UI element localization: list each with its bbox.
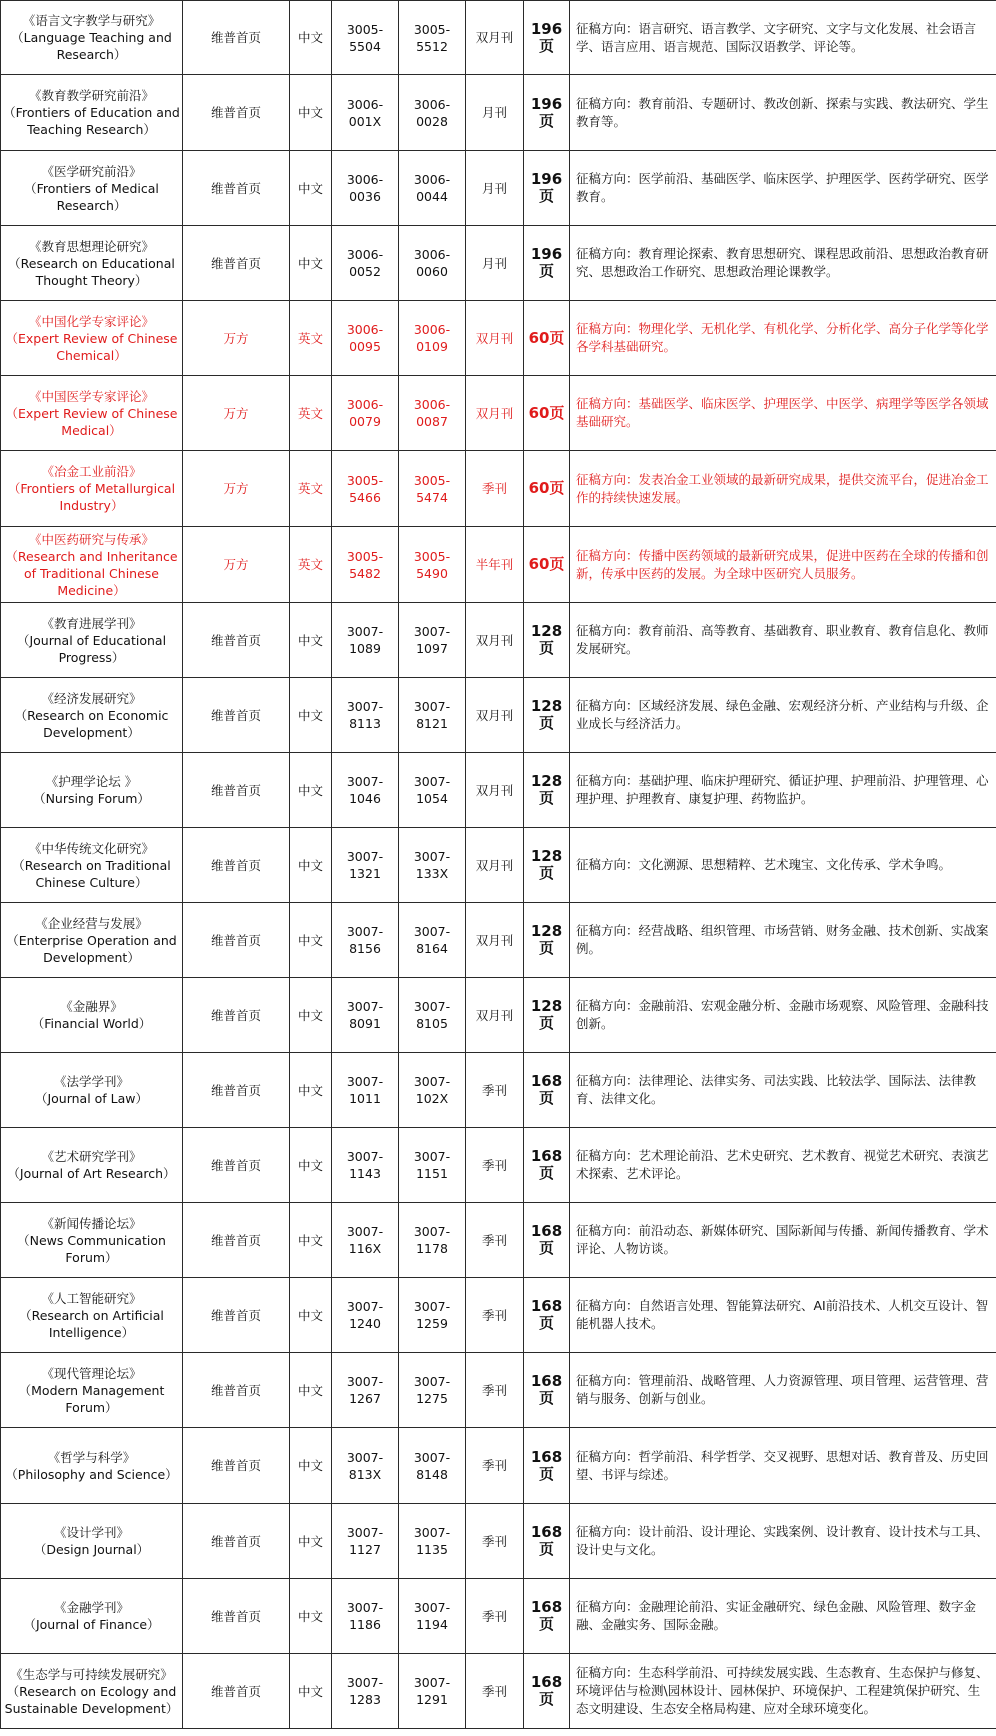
language-cell: 中文 [290, 828, 332, 903]
pages-cell: 60页 [524, 527, 570, 603]
issn-cell: 3006-0079 [332, 376, 399, 451]
issn-cell: 3007-1046 [332, 753, 399, 828]
journal-english-title: （News Communication Forum） [17, 1232, 166, 1265]
database-cell: 维普首页 [183, 1203, 290, 1278]
frequency-cell: 季刊 [466, 1278, 524, 1353]
cn-cell: 3005-5474 [399, 451, 466, 527]
journal-name-cell [1, 151, 183, 226]
issn-cell: 3007-1267 [332, 1353, 399, 1428]
frequency-cell: 双月刊 [466, 978, 524, 1053]
journal-english-title: （Philosophy and Science） [5, 1466, 178, 1482]
journal-name-cell [1, 828, 183, 903]
issn-cell: 3007-1127 [332, 1504, 399, 1579]
frequency-cell: 双月刊 [466, 301, 524, 376]
journal-english-title: （Enterprise Operation and Development） [6, 932, 177, 965]
database-cell: 维普首页 [183, 753, 290, 828]
journal-title: 《哲学与科学》 [47, 1449, 136, 1465]
cn-cell: 3005-5490 [399, 527, 466, 603]
pages-cell: 168页 [524, 1203, 570, 1278]
journal-name-cell [1, 1, 183, 75]
table-row [1, 451, 996, 527]
frequency-cell: 季刊 [466, 1504, 524, 1579]
journal-name-cell [1, 1203, 183, 1278]
language-cell: 中文 [290, 1053, 332, 1128]
database-cell: 维普首页 [183, 1579, 290, 1654]
pages-cell: 128页 [524, 978, 570, 1053]
pages-cell: 196页 [524, 151, 570, 226]
language-cell: 中文 [290, 678, 332, 753]
pages-cell: 128页 [524, 828, 570, 903]
journal-english-title: （Expert Review of Chinese Medical） [5, 405, 178, 438]
journal-title: 《艺术研究学刊》 [41, 1149, 142, 1164]
journal-title: 《中华传统文化研究》 [28, 840, 154, 856]
language-cell: 中文 [290, 1504, 332, 1579]
journal-name-cell [1, 1353, 183, 1428]
journal-title: 《护理学论坛 》 [45, 774, 138, 789]
cn-cell: 3007-8164 [399, 903, 466, 978]
submission-scope-cell: 征稿方向：经营战略、组织管理、市场营销、财务金融、技术创新、实战案例。 [570, 903, 996, 978]
journal-title: 《人工智能研究》 [41, 1290, 142, 1306]
pages-cell: 60页 [524, 301, 570, 376]
submission-scope-cell: 征稿方向：文化溯源、思想精粹、艺术瑰宝、文化传承、学术争鸣。 [570, 828, 996, 903]
pages-cell: 196页 [524, 1, 570, 75]
journal-title: 《医学研究前沿》 [41, 163, 142, 179]
issn-cell: 3006-0052 [332, 226, 399, 301]
journal-name-cell [1, 527, 183, 603]
pages-cell: 168页 [524, 1654, 570, 1729]
language-cell: 中文 [290, 903, 332, 978]
database-cell: 维普首页 [183, 1428, 290, 1504]
journal-title: 《中医药研究与传承》 [28, 531, 154, 547]
language-cell: 中文 [290, 1278, 332, 1353]
issn-cell: 3007-1321 [332, 828, 399, 903]
table-row [1, 527, 996, 603]
table-row [1, 1128, 996, 1203]
journal-english-title: （Frontiers of Medical Research） [24, 180, 159, 213]
journal-title: 《冶金工业前沿》 [41, 464, 142, 479]
table-row [1, 376, 996, 451]
cn-cell: 3007-1054 [399, 753, 466, 828]
journal-english-title: （Journal of Educational Progress） [16, 632, 167, 665]
pages-cell: 60页 [524, 451, 570, 527]
database-cell: 维普首页 [183, 603, 290, 678]
pages-cell: 168页 [524, 1128, 570, 1203]
language-cell: 英文 [290, 451, 332, 527]
cn-cell: 3007-1151 [399, 1128, 466, 1203]
journal-name-cell [1, 603, 183, 678]
journal-english-title: （Research on Artificial Intelligence） [19, 1307, 164, 1340]
table-row [1, 301, 996, 376]
submission-scope-cell: 征稿方向：艺术理论前沿、艺术史研究、艺术教育、视觉艺术研究、表演艺术探索、艺术评论。 [570, 1128, 996, 1203]
issn-cell: 3006-0036 [332, 151, 399, 226]
cn-cell: 3006-0028 [399, 75, 466, 151]
journal-title: 《中国医学专家评论》 [28, 388, 154, 404]
issn-cell: 3005-5466 [332, 451, 399, 527]
submission-scope-cell: 征稿方向：金融理论前沿、实证金融研究、绿色金融、风险管理、数字金融、金融实务、国际金融。 [570, 1579, 996, 1654]
table-row [1, 75, 996, 151]
table-row [1, 1654, 996, 1729]
frequency-cell: 双月刊 [466, 603, 524, 678]
pages-cell: 168页 [524, 1504, 570, 1579]
journal-name-cell [1, 1504, 183, 1579]
issn-cell: 3005-5482 [332, 527, 399, 603]
cn-cell: 3006-0109 [399, 301, 466, 376]
pages-cell: 168页 [524, 1579, 570, 1654]
journal-name-cell [1, 678, 183, 753]
submission-scope-cell: 征稿方向：传播中医药领域的最新研究成果，促进中医药在全球的传播和创新，传承中医药的发展。为全球中医研究人员服务。 [570, 527, 996, 603]
database-cell: 维普首页 [183, 1, 290, 75]
table-row [1, 903, 996, 978]
journal-title: 《金融学刊》 [53, 1600, 129, 1615]
cn-cell: 3007-1259 [399, 1278, 466, 1353]
submission-scope-cell: 征稿方向：法律理论、法律实务、司法实践、比较法学、国际法、法律教育、法律文化。 [570, 1053, 996, 1128]
table-row [1, 753, 996, 828]
cn-cell: 3007-1097 [399, 603, 466, 678]
language-cell: 中文 [290, 1128, 332, 1203]
database-cell: 维普首页 [183, 226, 290, 301]
pages-cell: 168页 [524, 1278, 570, 1353]
submission-scope-cell: 征稿方向：管理前沿、战略管理、人力资源管理、项目管理、运营管理、营销与服务、创新与创业。 [570, 1353, 996, 1428]
journal-name-cell [1, 1053, 183, 1128]
journal-title: 《现代管理论坛》 [41, 1365, 142, 1381]
journal-english-title: （Expert Review of Chinese Chemical） [5, 330, 178, 363]
database-cell: 维普首页 [183, 828, 290, 903]
table-row [1, 1053, 996, 1128]
journal-table-body [1, 1, 996, 1729]
frequency-cell: 双月刊 [466, 753, 524, 828]
pages-cell: 168页 [524, 1428, 570, 1504]
table-row [1, 678, 996, 753]
language-cell: 中文 [290, 1579, 332, 1654]
table-row [1, 1203, 996, 1278]
frequency-cell: 季刊 [466, 451, 524, 527]
cn-cell: 3006-0044 [399, 151, 466, 226]
journal-english-title: （Research on Ecology and Sustainable Development） [4, 1683, 179, 1716]
cn-cell: 3007-1275 [399, 1353, 466, 1428]
database-cell: 万方 [183, 376, 290, 451]
submission-scope-cell: 征稿方向：设计前沿、设计理论、实践案例、设计教育、设计技术与工具、设计史与文化。 [570, 1504, 996, 1579]
issn-cell: 3007-1186 [332, 1579, 399, 1654]
issn-cell: 3007-1283 [332, 1654, 399, 1729]
language-cell: 英文 [290, 527, 332, 603]
frequency-cell: 季刊 [466, 1053, 524, 1128]
frequency-cell: 季刊 [466, 1428, 524, 1504]
journal-title: 《教育思想理论研究》 [28, 238, 154, 254]
journal-title: 《新闻传播论坛》 [41, 1215, 142, 1231]
journal-english-title: （Research on Economic Development） [14, 707, 169, 740]
submission-scope-cell: 征稿方向：基础医学、临床医学、护理医学、中医学、病理学等医学各领域基础研究。 [570, 376, 996, 451]
database-cell: 维普首页 [183, 1654, 290, 1729]
table-row [1, 151, 996, 226]
language-cell: 中文 [290, 753, 332, 828]
frequency-cell: 月刊 [466, 75, 524, 151]
submission-scope-cell: 征稿方向：生态科学前沿、可持续发展实践、生态教育、生态保护与修复、环境评估与检测\园林设计、园林保护、环境保护、工程建筑保护研究、生态文明建设、生态安全格局构建、应对全球环境变化。 [570, 1654, 996, 1729]
journal-english-title: （Language Teaching and Research） [11, 30, 172, 62]
journal-title: 《中国化学专家评论》 [28, 313, 154, 329]
language-cell: 中文 [290, 1428, 332, 1504]
journal-title: 《教育进展学刊》 [41, 615, 142, 631]
table-row [1, 1579, 996, 1654]
language-cell: 中文 [290, 1203, 332, 1278]
issn-cell: 3007-8156 [332, 903, 399, 978]
journal-name-cell [1, 1428, 183, 1504]
cn-cell: 3007-133X [399, 828, 466, 903]
journal-name-cell [1, 1278, 183, 1353]
journal-english-title: （Research on Educational Thought Theory） [8, 255, 175, 288]
issn-cell: 3007-1240 [332, 1278, 399, 1353]
pages-cell: 168页 [524, 1053, 570, 1128]
frequency-cell: 双月刊 [466, 828, 524, 903]
cn-cell: 3006-0087 [399, 376, 466, 451]
cn-cell: 3007-8121 [399, 678, 466, 753]
pages-cell: 196页 [524, 226, 570, 301]
frequency-cell: 半年刊 [466, 527, 524, 603]
submission-scope-cell: 征稿方向：教育前沿、专题研讨、教改创新、探索与实践、教法研究、学生教育等。 [570, 75, 996, 151]
journal-english-title: （Frontiers of Metallurgical Industry） [7, 481, 176, 513]
pages-cell: 168页 [524, 1353, 570, 1428]
journal-title: 《生态学与可持续发展研究》 [10, 1666, 173, 1682]
submission-scope-cell: 征稿方向：发表冶金工业领域的最新研究成果，提供交流平台，促进冶金工作的持续快速发展。 [570, 451, 996, 527]
frequency-cell: 双月刊 [466, 1, 524, 75]
frequency-cell: 季刊 [466, 1203, 524, 1278]
journal-name-cell [1, 451, 183, 527]
language-cell: 中文 [290, 226, 332, 301]
issn-cell: 3007-8091 [332, 978, 399, 1053]
database-cell: 维普首页 [183, 1353, 290, 1428]
table-row [1, 226, 996, 301]
journal-title: 《教育教学研究前沿》 [28, 88, 154, 103]
database-cell: 维普首页 [183, 678, 290, 753]
frequency-cell: 月刊 [466, 226, 524, 301]
journal-title: 《金融界》 [60, 999, 123, 1014]
submission-scope-cell: 征稿方向：教育前沿、高等教育、基础教育、职业教育、教育信息化、教师发展研究。 [570, 603, 996, 678]
journal-english-title: （Design Journal） [33, 1542, 150, 1557]
journal-english-title: （Research on Traditional Chinese Culture） [12, 857, 171, 890]
table-row [1, 978, 996, 1053]
submission-scope-cell: 征稿方向：区域经济发展、绿色金融、宏观经济分析、产业结构与升级、企业成长与经济活力。 [570, 678, 996, 753]
journal-name-cell [1, 753, 183, 828]
cn-cell: 3007-1135 [399, 1504, 466, 1579]
frequency-cell: 季刊 [466, 1128, 524, 1203]
language-cell: 中文 [290, 1654, 332, 1729]
table-row [1, 1428, 996, 1504]
journal-english-title: （Frontiers of Education and Teaching Research） [3, 105, 180, 137]
database-cell: 万方 [183, 451, 290, 527]
frequency-cell: 双月刊 [466, 903, 524, 978]
language-cell: 中文 [290, 151, 332, 226]
database-cell: 维普首页 [183, 1128, 290, 1203]
pages-cell: 128页 [524, 678, 570, 753]
journal-name-cell [1, 226, 183, 301]
issn-cell: 3007-813X [332, 1428, 399, 1504]
database-cell: 维普首页 [183, 75, 290, 151]
journal-english-title: （Journal of Finance） [23, 1617, 160, 1632]
language-cell: 中文 [290, 1, 332, 75]
issn-cell: 3007-1089 [332, 603, 399, 678]
journal-name-cell [1, 903, 183, 978]
journal-english-title: （Journal of Art Research） [7, 1166, 176, 1181]
cn-cell: 3007-1194 [399, 1579, 466, 1654]
journal-title: 《法学学刊》 [53, 1074, 129, 1089]
table-row [1, 603, 996, 678]
database-cell: 维普首页 [183, 1504, 290, 1579]
issn-cell: 3006-001X [332, 75, 399, 151]
journal-english-title: （Financial World） [31, 1016, 152, 1031]
cn-cell: 3007-102X [399, 1053, 466, 1128]
journal-english-title: （Journal of Law） [34, 1091, 149, 1106]
issn-cell: 3007-1011 [332, 1053, 399, 1128]
frequency-cell: 双月刊 [466, 678, 524, 753]
journal-english-title: （Modern Management Forum） [18, 1382, 165, 1415]
journal-name-cell [1, 1128, 183, 1203]
database-cell: 维普首页 [183, 978, 290, 1053]
submission-scope-cell: 征稿方向：语言研究、语言教学、文字研究、文字与文化发展、社会语言学、语言应用、语言规范、国际汉语教学、评论等。 [570, 1, 996, 75]
table-row [1, 1278, 996, 1353]
issn-cell: 3007-8113 [332, 678, 399, 753]
issn-cell: 3005-5504 [332, 1, 399, 75]
submission-scope-cell: 征稿方向：基础护理、临床护理研究、循证护理、护理前沿、护理管理、心理护理、护理教育、康复护理、药物监护。 [570, 753, 996, 828]
database-cell: 维普首页 [183, 903, 290, 978]
language-cell: 英文 [290, 376, 332, 451]
frequency-cell: 季刊 [466, 1654, 524, 1729]
language-cell: 中文 [290, 603, 332, 678]
language-cell: 中文 [290, 75, 332, 151]
frequency-cell: 月刊 [466, 151, 524, 226]
table-row [1, 1, 996, 75]
pages-cell: 60页 [524, 376, 570, 451]
journal-title: 《语言文字教学与研究》 [22, 13, 161, 28]
submission-scope-cell: 征稿方向：医学前沿、基础医学、临床医学、护理医学、医药学研究、医学教育。 [570, 151, 996, 226]
pages-cell: 196页 [524, 75, 570, 151]
journal-name-cell [1, 1654, 183, 1729]
language-cell: 中文 [290, 1353, 332, 1428]
database-cell: 维普首页 [183, 1278, 290, 1353]
frequency-cell: 季刊 [466, 1353, 524, 1428]
frequency-cell: 双月刊 [466, 376, 524, 451]
table-row [1, 1353, 996, 1428]
submission-scope-cell: 征稿方向：物理化学、无机化学、有机化学、分析化学、高分子化学等化学各学科基础研究。 [570, 301, 996, 376]
cn-cell: 3007-8148 [399, 1428, 466, 1504]
journal-name-cell [1, 301, 183, 376]
journal-title: 《经济发展研究》 [41, 690, 142, 706]
journal-title: 《设计学刊》 [53, 1525, 129, 1540]
cn-cell: 3006-0060 [399, 226, 466, 301]
journal-title: 《企业经营与发展》 [35, 915, 148, 931]
journal-name-cell [1, 376, 183, 451]
table-row [1, 1504, 996, 1579]
database-cell: 维普首页 [183, 151, 290, 226]
submission-scope-cell: 征稿方向：金融前沿、宏观金融分析、金融市场观察、风险管理、金融科技创新。 [570, 978, 996, 1053]
pages-cell: 128页 [524, 753, 570, 828]
cn-cell: 3005-5512 [399, 1, 466, 75]
journal-english-title: （Nursing Forum） [33, 791, 150, 806]
table-row [1, 828, 996, 903]
submission-scope-cell: 征稿方向：教育理论探索、教育思想研究、课程思政前沿、思想政治教育研究、思想政治工作研究、思想政治理论课教学。 [570, 226, 996, 301]
cn-cell: 3007-1178 [399, 1203, 466, 1278]
issn-cell: 3006-0095 [332, 301, 399, 376]
pages-cell: 128页 [524, 603, 570, 678]
database-cell: 万方 [183, 301, 290, 376]
database-cell: 维普首页 [183, 1053, 290, 1128]
database-cell: 万方 [183, 527, 290, 603]
submission-scope-cell: 征稿方向：前沿动态、新媒体研究、国际新闻与传播、新闻传播教育、学术评论、人物访谈。 [570, 1203, 996, 1278]
issn-cell: 3007-116X [332, 1203, 399, 1278]
journal-name-cell [1, 75, 183, 151]
language-cell: 中文 [290, 978, 332, 1053]
issn-cell: 3007-1143 [332, 1128, 399, 1203]
journal-name-cell [1, 1579, 183, 1654]
cn-cell: 3007-1291 [399, 1654, 466, 1729]
submission-scope-cell: 征稿方向：自然语言处理、智能算法研究、AI前沿技术、人机交互设计、智能机器人技术。 [570, 1278, 996, 1353]
submission-scope-cell: 征稿方向：哲学前沿、科学哲学、交叉视野、思想对话、教育普及、历史回望、书评与综述。 [570, 1428, 996, 1504]
frequency-cell: 季刊 [466, 1579, 524, 1654]
journal-name-cell [1, 978, 183, 1053]
language-cell: 英文 [290, 301, 332, 376]
pages-cell: 128页 [524, 903, 570, 978]
cn-cell: 3007-8105 [399, 978, 466, 1053]
journal-english-title: （Research and Inheritance of Traditional Chinese Medicine） [5, 548, 178, 598]
